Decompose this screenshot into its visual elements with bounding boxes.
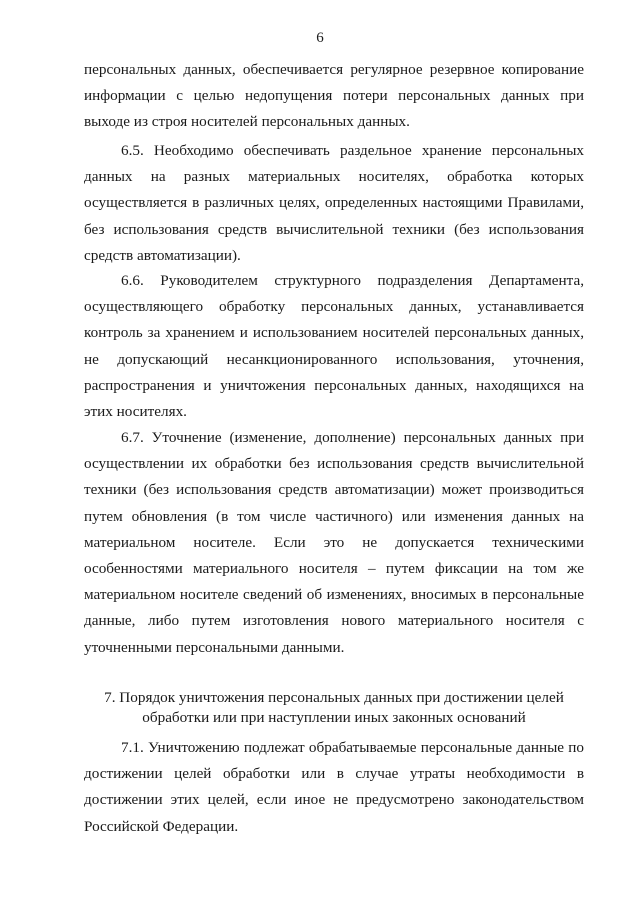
paragraph-text: 6.6. Руководителем структурного подразделения Департамента, осуществляющего обработку персональных данных, устанавливается контроль за хранением и использованием носителей персональных данных, не допускающий несанкционированного использования, уточнения, распространения и уничтожения персональных данных, находящихся на этих носителях. [84,272,584,421]
paragraph-text: 6.7. Уточнение (изменение, дополнение) персональных данных при осуществлении их обработки без использования средств вычислительной техники (без использования средств автоматизации) может производиться путем обновления (в том числе частичного) или изменения данных на материальном носителе. Если это не допускается техническими особенностями материального носителя – путем фиксации на том же материальном носителе сведений об изменениях, вносимых в персональные данные, либо путем изготовления нового материального носителя с уточненными персональными данными. [84,429,584,656]
paragraph-6-5 [84,138,584,269]
paragraph-7-1 [84,735,584,840]
paragraph-6-6 [84,268,584,425]
heading-line-1: 7. Порядок уничтожения персональных данных при достижении целей [104,689,564,706]
section-7-heading [84,688,584,728]
paragraph-text: 7.1. Уничтожению подлежат обрабатываемые персональные данные по достижении целей обработки или в случае утраты необходимости в достижении этих целей, если иное не предусмотрено законодательством Российской Федерации. [84,739,584,835]
paragraph-text: 6.5. Необходимо обеспечивать раздельное хранение персональных данных на разных материальных носителях, обработка которых осуществляется в различных целях, определенных настоящими Правилами, без использования средств вычислительной техники (без использования средств автоматизации). [84,142,584,264]
page-number: 6 [316,30,324,46]
paragraph-continuation [84,57,584,136]
paragraph-text: персональных данных, обеспечивается регулярное резервное копирование информации с целью недопущения потери персональных данных при выходе из строя носителей персональных данных. [84,61,584,131]
paragraph-6-7 [84,425,584,661]
heading-line-2: обработки или при наступлении иных законных оснований [142,709,526,726]
